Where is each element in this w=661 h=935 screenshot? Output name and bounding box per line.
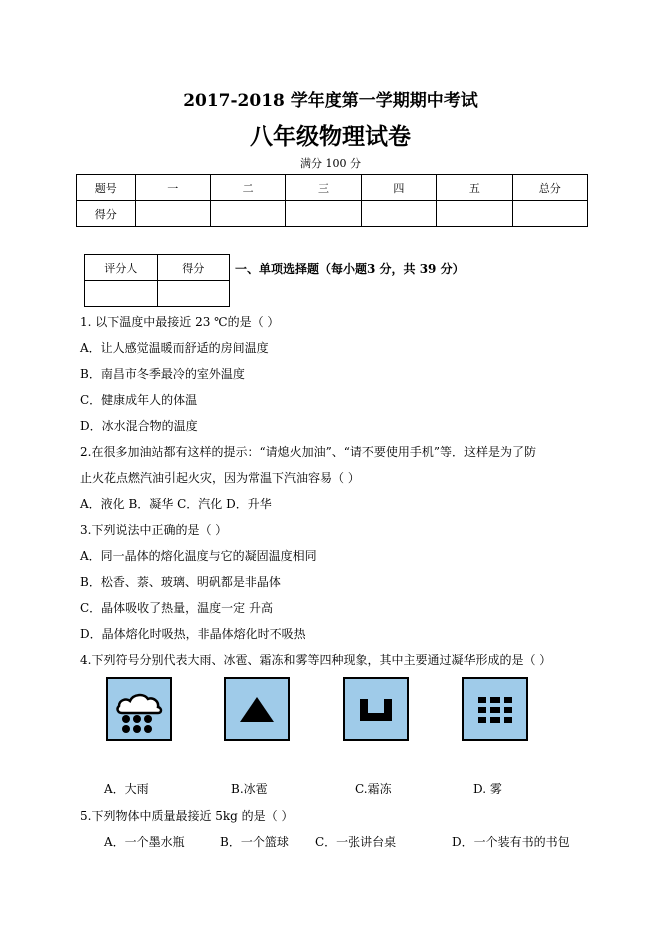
score-table-header-row — [77, 175, 588, 201]
q4-option-a: A．大雨 — [104, 782, 149, 796]
q3-option-c: C．晶体吸收了热量，温度一定 升高 — [80, 601, 273, 615]
grader-blank-cell — [85, 281, 158, 307]
exam-subtitle: 八年级物理试卷 — [250, 123, 411, 150]
q2-stem-line1: 2.在很多加油站都有这样的提示：“请熄火加油”、“请不要使用手机”等．这样是为了防 — [80, 445, 536, 459]
q5-option-b: B．一个篮球 — [220, 835, 289, 849]
score-blank-cell — [437, 201, 512, 227]
heavy-rain-icon — [106, 677, 172, 741]
q5-option-c: C．一张讲台桌 — [315, 835, 397, 849]
q1-option-b: B．南昌市冬季最冷的室外温度 — [80, 367, 245, 381]
q3-option-b: B．松香、萘、玻璃、明矾都是非晶体 — [80, 575, 281, 589]
grader-header-cell: 评分人 — [85, 255, 158, 281]
score-header-cell: 二 — [210, 175, 285, 201]
score-blank-cell — [286, 201, 361, 227]
q2-stem-line2: 止火花点燃汽油引起火灾，因为常温下汽油容易（ ） — [80, 471, 360, 485]
grader-blank-row — [85, 281, 230, 307]
score-header-cell: 一 — [135, 175, 210, 201]
grader-table — [84, 254, 230, 307]
score-header-cell: 三 — [286, 175, 361, 201]
fog-icon — [462, 677, 528, 741]
grader-blank-cell — [157, 281, 230, 307]
q4-stem: 4.下列符号分别代表大雨、冰雹、霜冻和雾等四种现象，其中主要通过凝华形成的是（ ） — [80, 653, 552, 667]
grader-header-row — [85, 255, 230, 281]
q4-option-b: B.冰雹 — [231, 782, 268, 796]
score-row-label: 得分 — [77, 201, 136, 227]
score-blank-cell — [135, 201, 210, 227]
score-header-cell: 题号 — [77, 175, 136, 201]
score-header-cell: 总分 — [512, 175, 587, 201]
score-blank-cell — [210, 201, 285, 227]
score-table-score-row — [77, 201, 588, 227]
grader-header-cell: 得分 — [157, 255, 230, 281]
q3-stem: 3.下列说法中正确的是（ ） — [80, 523, 228, 537]
hail-icon — [224, 677, 290, 741]
q1-option-d: D．冰水混合物的温度 — [80, 419, 198, 433]
q1-option-a: A．让人感觉温暖而舒适的房间温度 — [80, 341, 269, 355]
q4-icons — [106, 677, 532, 743]
q5-option-a: A．一个墨水瓶 — [104, 835, 185, 849]
exam-title: 2017-2018 学年度第一学期期中考试 — [183, 91, 478, 111]
score-blank-cell — [512, 201, 587, 227]
q3-option-d: D．晶体熔化时吸热，非晶体熔化时不吸热 — [80, 627, 306, 641]
score-header-cell: 四 — [361, 175, 436, 201]
q4-option-c: C.霜冻 — [355, 782, 392, 796]
score-blank-cell — [361, 201, 436, 227]
q4-option-d: D. 雾 — [473, 782, 502, 796]
score-header-cell: 五 — [437, 175, 512, 201]
score-table — [76, 174, 588, 227]
q2-options: A．液化 B．凝华 C．汽化 D．升华 — [80, 497, 272, 511]
q5-stem: 5.下列物体中质量最接近 5kg 的是（ ） — [80, 809, 294, 823]
q3-option-a: A．同一晶体的熔化温度与它的凝固温度相同 — [80, 549, 317, 563]
frost-icon — [343, 677, 409, 741]
section-title: 一、单项选择题（每小题3 分，共 39 分） — [235, 262, 465, 276]
q1-option-c: C．健康成年人的体温 — [80, 393, 198, 407]
q5-option-d: D．一个装有书的书包 — [452, 835, 570, 849]
full-score-note: 满分 100 分 — [300, 157, 361, 170]
q1-stem: 1. 以下温度中最接近 23 ℃的是（ ） — [80, 315, 280, 329]
